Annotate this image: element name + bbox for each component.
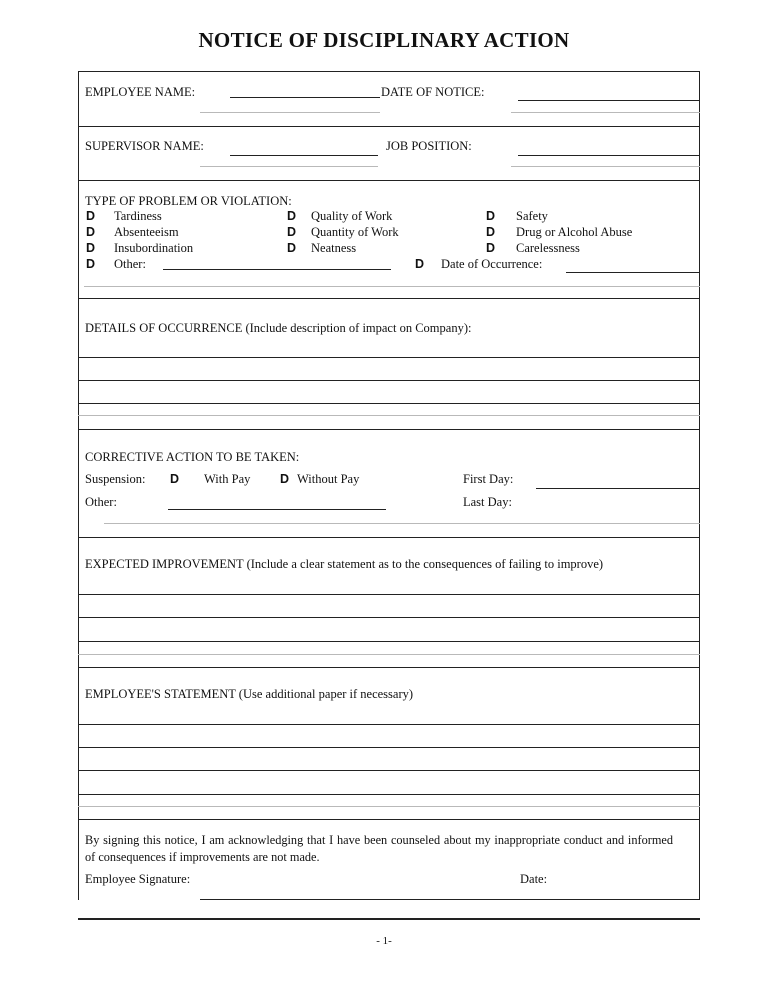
option-quantity-of-work: Quantity of Work <box>311 225 399 239</box>
other-field[interactable] <box>163 269 391 270</box>
option-drug-alcohol: Drug or Alcohol Abuse <box>516 225 633 239</box>
gray-rule <box>200 166 378 167</box>
gray-rule <box>104 523 700 524</box>
checkbox[interactable]: D <box>287 225 297 239</box>
section-divider <box>78 819 700 820</box>
corrective-heading: CORRECTIVE ACTION TO BE TAKEN: <box>85 450 300 464</box>
suspension-label: Suspension: <box>85 472 146 486</box>
gray-rule <box>78 654 700 655</box>
writing-line[interactable] <box>78 357 700 358</box>
checkbox[interactable]: D <box>415 257 425 271</box>
gray-rule <box>511 112 700 113</box>
section-divider <box>78 180 700 181</box>
checkbox[interactable]: D <box>86 209 96 223</box>
checkbox[interactable]: D <box>486 209 496 223</box>
writing-line[interactable] <box>78 770 700 771</box>
job-position-field[interactable] <box>518 155 700 156</box>
gray-rule <box>200 112 380 113</box>
frame-bottom <box>78 918 700 920</box>
section-divider <box>78 537 700 538</box>
page-number: - 1- <box>376 935 392 947</box>
writing-line[interactable] <box>78 403 700 404</box>
option-other: Other: <box>114 257 146 271</box>
writing-line[interactable] <box>78 380 700 381</box>
signature-label: Employee Signature: <box>85 872 191 886</box>
form-title: NOTICE OF DISCIPLINARY ACTION <box>198 28 570 52</box>
checkbox[interactable]: D <box>486 225 496 239</box>
writing-line[interactable] <box>78 641 700 642</box>
checkbox[interactable]: D <box>86 225 96 239</box>
option-quality-of-work: Quality of Work <box>311 209 393 223</box>
writing-line[interactable] <box>78 794 700 795</box>
frame-left <box>78 71 79 900</box>
gray-rule <box>84 286 700 287</box>
section-divider <box>78 429 700 430</box>
gray-rule <box>78 806 700 807</box>
supervisor-name-label: SUPERVISOR NAME: <box>85 139 204 153</box>
option-insubordination: Insubordination <box>114 241 194 255</box>
supervisor-name-field[interactable] <box>230 155 378 156</box>
option-absenteeism: Absenteeism <box>114 225 179 239</box>
without-pay-label: Without Pay <box>297 472 360 486</box>
job-position-label: JOB POSITION: <box>386 139 472 153</box>
acknowledgment-text: By signing this notice, I am acknowledging that I have been counseled about my inappropriate conduct and informed of consequences if improvements are not made. <box>85 833 673 864</box>
checkbox[interactable]: D <box>287 209 297 223</box>
frame-right <box>699 71 700 900</box>
writing-line[interactable] <box>78 724 700 725</box>
with-pay-label: With Pay <box>204 472 251 486</box>
other-action-label: Other: <box>85 495 117 509</box>
section-divider <box>78 667 700 668</box>
option-neatness: Neatness <box>311 241 357 255</box>
checkbox[interactable]: D <box>486 241 496 255</box>
checkbox[interactable]: D <box>280 472 290 486</box>
checkbox[interactable]: D <box>170 472 180 486</box>
violation-heading: TYPE OF PROBLEM OR VIOLATION: <box>85 194 292 208</box>
first-day-label: First Day: <box>463 472 514 486</box>
date-of-occurrence-field[interactable] <box>566 272 700 273</box>
option-date-of-occurrence: Date of Occurrence: <box>441 257 543 271</box>
signature-field[interactable] <box>200 899 700 900</box>
date-label: Date: <box>520 872 548 886</box>
date-of-notice-label: DATE OF NOTICE: <box>381 85 485 99</box>
option-tardiness: Tardiness <box>114 209 162 223</box>
expected-heading: EXPECTED IMPROVEMENT (Include a clear statement as to the consequences of failing to improve) <box>85 557 604 571</box>
frame-top <box>78 71 700 72</box>
writing-line[interactable] <box>78 594 700 595</box>
gray-rule <box>78 415 700 416</box>
section-divider <box>78 126 700 127</box>
checkbox[interactable]: D <box>86 257 96 271</box>
section-divider <box>78 298 700 299</box>
employee-name-field[interactable] <box>230 97 380 98</box>
employee-name-label: EMPLOYEE NAME: <box>85 85 196 99</box>
date-of-notice-field[interactable] <box>518 100 700 101</box>
option-safety: Safety <box>516 209 548 223</box>
checkbox[interactable]: D <box>287 241 297 255</box>
option-carelessness: Carelessness <box>516 241 580 255</box>
checkbox[interactable]: D <box>86 241 96 255</box>
first-day-field[interactable] <box>536 488 700 489</box>
other-action-field[interactable] <box>168 509 386 510</box>
gray-rule <box>511 166 700 167</box>
details-heading: DETAILS OF OCCURRENCE (Include description of impact on Company): <box>85 321 472 335</box>
writing-line[interactable] <box>78 617 700 618</box>
last-day-label: Last Day: <box>463 495 512 509</box>
writing-line[interactable] <box>78 747 700 748</box>
statement-heading: EMPLOYEE'S STATEMENT (Use additional paper if necessary) <box>85 687 414 701</box>
